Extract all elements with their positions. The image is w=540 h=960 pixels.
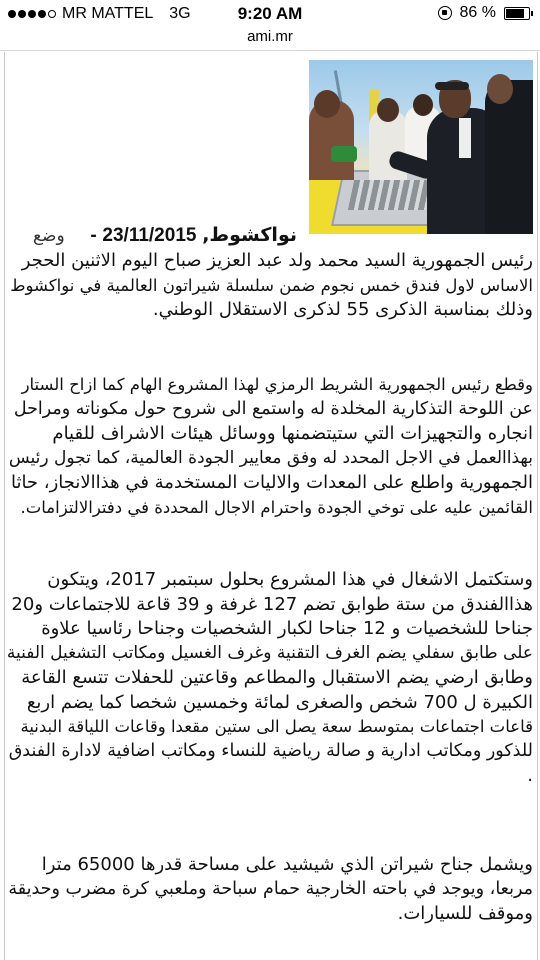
paragraph-line: مربعا، ويوجد في باحته الخارجية حمام سباحة وملعبي كرة مضرب وحديقة [8,878,533,899]
rotation-lock-icon [438,6,452,20]
paragraph-line: وستكتمل الاشغال في هذا المشروع بحلول سبتمبر 2017، ويتكون [47,569,533,590]
paragraph-line: قاعات اجتماعات بمتوسط سعة يصل الى ستين مقعدا وقاعات اللياقة البدنية [20,717,533,736]
paragraph-line: الكبيرة ل 700 شخص والصغرى لمائة وخمسين شخصا كما يضم اربع [26,691,533,713]
status-bar [0,0,540,28]
battery-percent: 86 % [459,4,496,21]
paragraph-line: الاساس لاول فندق خمس نجوم ضمن سلسلة شيراتون العالمية في نواكشوط [10,275,533,295]
url-text[interactable]: ami.mr [247,28,293,45]
carrier-name: MR MATTEL [62,5,154,22]
paragraph-line: على طابق سفلي يضم الغرف التقنية وغرف الغسيل ومكاتب التشغيل الفنية [6,642,533,663]
article-photo [309,60,533,234]
paragraph-line: وذلك بمناسبة الذكرى 55 لذكرى الاستقلال الوطني. [152,299,533,320]
paragraph-line: وموقف للسيارات. [397,903,533,924]
paragraph-line: . [527,765,533,786]
paragraph-line: انجاره والتجهيزات التي ستيتضمنها ووسائل هيئات الاشراف للقيام [52,423,533,444]
paragraph-line: وقطع رئيس الجمهورية الشريط الرمزي لهذا المشروع الهام كما ازاح الستار [21,375,533,394]
dateline-dash: - [90,225,97,246]
dateline-city: نواكشوط, [202,224,297,246]
clock: 9:20 AM [237,4,303,23]
paragraph-line: جناحا للشخصيات و 12 جناحا لكبار الشخصيات وجناحا رئاسيا علاوة [41,618,533,639]
paragraph-line: للذكور ومكاتب ادارية و صالة رياضية للنساء ومكاتب اضافية لادارة الفندق [8,740,533,761]
paragraph-line: وطابق ارضي يضم الاستقبال والمطاعم وقاعتين للحفلات تتسع القاعة [21,667,533,688]
network-type: 3G [169,5,191,22]
article [4,52,538,960]
paragraph-line: رئيس الجمهورية السيد محمد ولد عبد العزيز صباح اليوم الاثنين الحجر [21,250,533,271]
url-bar[interactable] [0,28,540,50]
paragraph-line: القائمين عليه على توخي الجودة واحترام الاجال المحددة في دفترالالتزامات. [20,497,533,517]
dateline-date: 23/11/2015 [102,225,197,246]
paragraph-line: هذاالفندق من ستة طوابق تضم 127 غرفة و 39 قاعة للاجتماعات و20 [11,593,533,615]
battery-icon [504,7,530,20]
paragraph-line: ويشمل جناح شيراتن الذي شيشيد على مساحة قدرها 65000 مترا [41,854,533,875]
dateline-verb: وضع [33,226,65,246]
url-divider [0,50,540,51]
article-dateline [90,224,297,247]
paragraph-line: عن اللوحة التذكارية المخلدة له واستمع الى شروح حول مكوناته ومراحل [13,398,533,419]
status-right [438,4,530,22]
paragraph-line: الجمهورية واطلع على المعدات والاليات المستخدمة في هذاالانجاز، حاثا [10,472,533,493]
paragraph-line: بهذاالعمل في الاجل المحدد له وفق معايير الجودة العالمية، كما تجول رئيس [8,447,533,468]
